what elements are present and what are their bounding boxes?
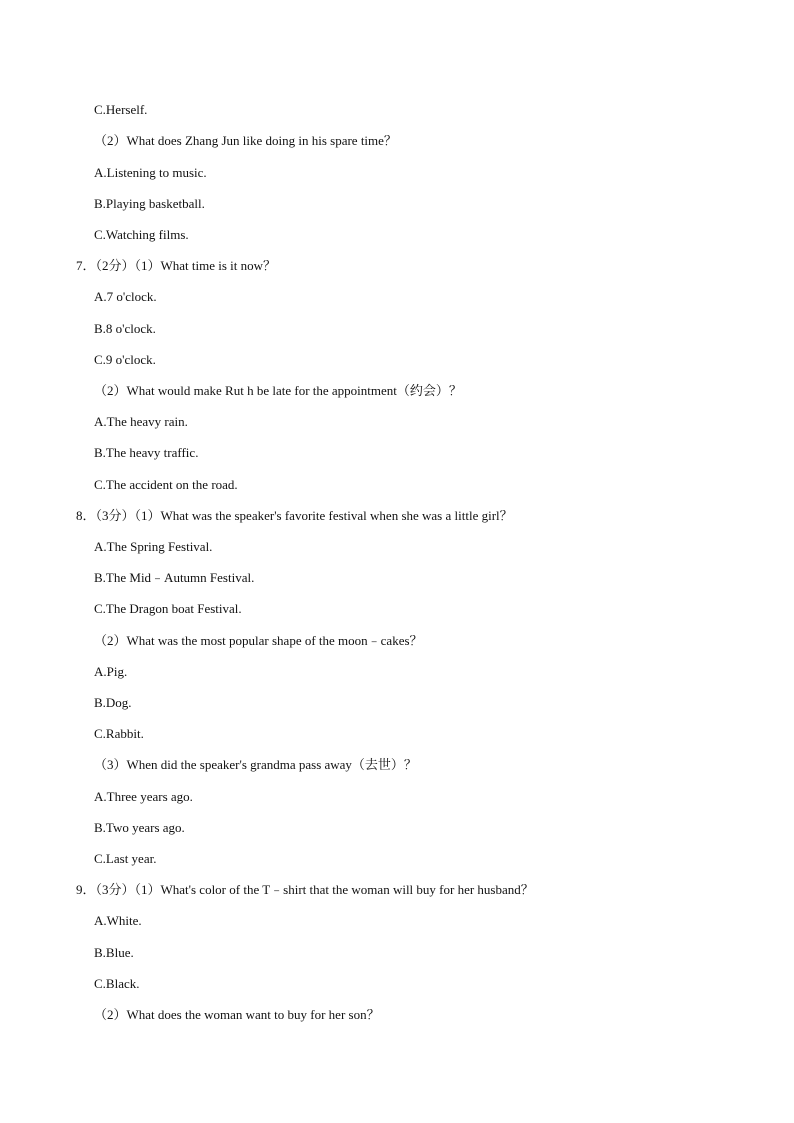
option-line: B.Blue.	[94, 945, 134, 960]
option-line: C.Rabbit.	[94, 726, 144, 741]
option-line: A.The heavy rain.	[94, 414, 188, 429]
option-line: B.Playing basketball.	[94, 196, 205, 211]
subquestion-line: （3）When did the speaker's grandma pass away（去世）？	[94, 757, 417, 772]
option-line: C.Watching films.	[94, 227, 189, 242]
option-line: B.Dog.	[94, 695, 132, 710]
question-line: 7．（2分）（1）What time is it now？	[76, 258, 277, 273]
subquestion-line: （2）What does Zhang Jun like doing in his spare time？	[94, 133, 397, 148]
option-line: A.Listening to music.	[94, 165, 207, 180]
option-line: B.The heavy traffic.	[94, 445, 199, 460]
option-line: A.White.	[94, 913, 142, 928]
subquestion-line: （2）What does the woman want to buy for her son？	[94, 1007, 380, 1022]
option-line: C.9 o'clock.	[94, 352, 156, 367]
question-line: 9．（3分）（1）What's color of the T﹣shirt that the woman will buy for her husband？	[76, 882, 534, 897]
option-line: C.Black.	[94, 976, 140, 991]
option-line: A.Pig.	[94, 664, 128, 679]
question-line: 8．（3分）（1）What was the speaker's favorite festival when she was a little girl？	[76, 508, 513, 523]
option-line: C.The Dragon boat Festival.	[94, 601, 242, 616]
option-line: B.The Mid﹣Autumn Festival.	[94, 570, 255, 585]
option-line: C.The accident on the road.	[94, 477, 238, 492]
subquestion-line: （2）What was the most popular shape of the moon﹣cakes？	[94, 633, 423, 648]
option-line: A.The Spring Festival.	[94, 539, 213, 554]
subquestion-line: （2）What would make Rut h be late for the appointment（约会）？	[94, 383, 462, 398]
option-line: A.Three years ago.	[94, 789, 193, 804]
option-line: C.Herself.	[94, 102, 148, 117]
option-line: B.Two years ago.	[94, 820, 185, 835]
option-line: C.Last year.	[94, 851, 157, 866]
option-line: A.7 o'clock.	[94, 289, 157, 304]
option-line: B.8 o'clock.	[94, 321, 156, 336]
